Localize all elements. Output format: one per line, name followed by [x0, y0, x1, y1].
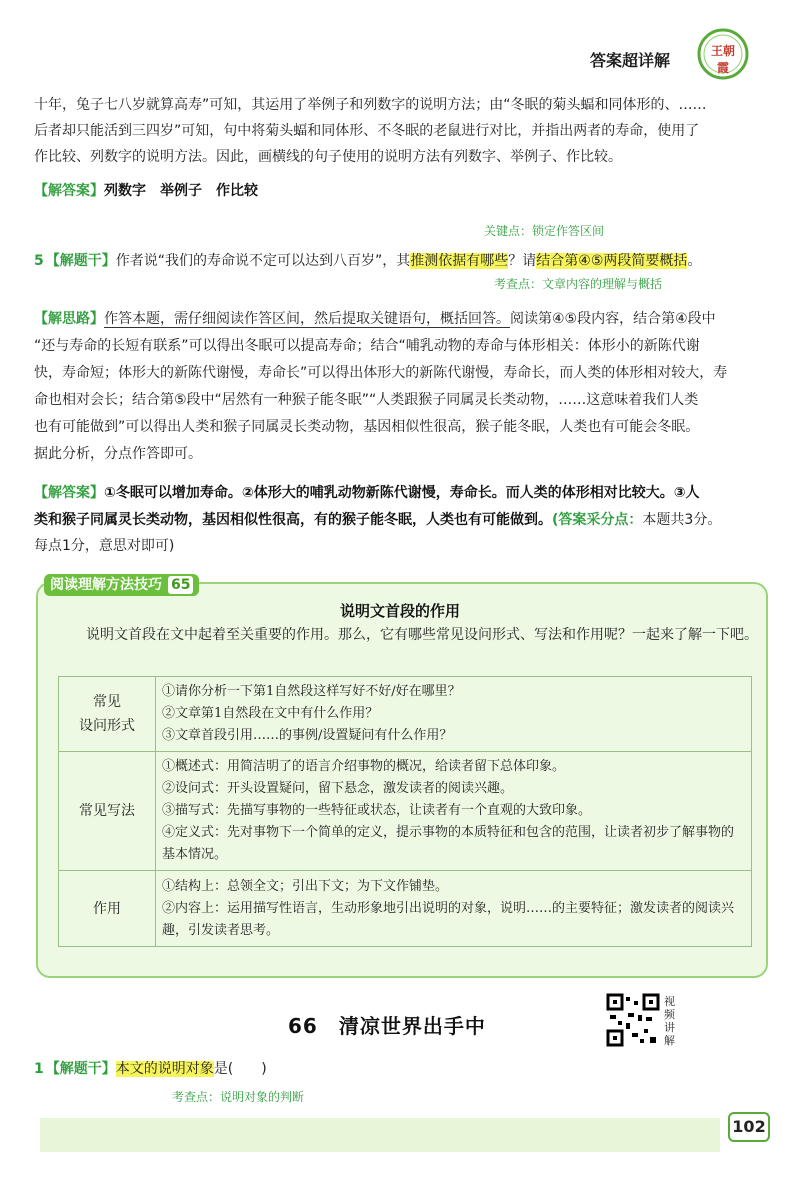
list-item: ③描写式：先描写事物的一些特征或状态，让读者有一个直观的大致印象。 — [162, 803, 592, 818]
section-title: 66 清凉世界出手中 — [288, 1014, 486, 1038]
q5-stem — [34, 248, 764, 274]
q5-answer-tag: 【解答案】 — [34, 485, 104, 501]
row-key-function: 作用 — [59, 871, 156, 947]
list-item: ②内容上：运用描写性语言，生动形象地引出说明的对象，说明……的主要特征；激发读者的阅读兴趣，引发读者思考。 — [162, 900, 735, 938]
q5-key-note: 关键点：锁定作答区间 — [484, 224, 605, 238]
row-value-function — [156, 871, 752, 947]
q5-think-line-6: 据此分析，分点作答即可。 — [34, 446, 202, 462]
q5-score-line: 每点1分，意思对即可) — [34, 538, 175, 554]
q1-highlight: 本文的说明对象 — [115, 1061, 214, 1077]
footer-band — [40, 1118, 720, 1152]
answer-tag: 【解答案】 — [34, 183, 104, 199]
row-value-writing-methods — [156, 752, 752, 871]
q1-stem — [34, 1056, 764, 1082]
q5-answer-l2: 类和猴子同属灵长类动物，基因相似性很高，有的猴子能冬眠，人类也有可能做到。 — [34, 512, 552, 528]
q5-answer-l1: ①冬眠可以增加寿命。②体形大的哺乳动物新陈代谢慢，寿命长。而人类的体形相对比较大。③人 — [104, 485, 700, 501]
list-item: ③文章首段引用……的事例/设置疑问有什么作用？ — [162, 728, 453, 743]
q5-highlight-1: 推测依据有哪些 — [410, 253, 509, 269]
list-item: ①概述式：用简洁明了的语言介绍事物的概况，给读者留下总体印象。 — [162, 759, 566, 774]
q5-think-l1: 阅读第④⑤段内容，结合第④段中 — [510, 311, 716, 327]
q1-tag: 【解题干】 — [45, 1061, 116, 1077]
method-box-tab — [44, 574, 199, 596]
list-item: ②设问式：开头设置疑问，留下悬念，激发读者的阅读兴趣。 — [162, 781, 514, 796]
row-key-question-forms: 常见 设问形式 — [59, 677, 156, 752]
prev-answer: 列数字 举例子 作比较 — [104, 183, 258, 199]
method-table — [58, 676, 752, 947]
prev-line-3: 作比较、列数字的说明方法。因此，画横线的句子使用的说明方法有列数字、举例子、作比较。 — [34, 149, 622, 165]
q5-think-line-4: 命也相对会长；结合第⑤段中“居然有一种猴子能冬眠”“人类跟猴子同属灵长类动物，……这意味着我们人类 — [34, 392, 699, 408]
method-box-intro: 说明文首段在文中起着至关重要的作用。那么，它有哪些常见设问形式、写法和作用呢？一起来了解一下吧。 — [86, 627, 758, 643]
q5-think-line-1 — [34, 306, 764, 332]
list-item: ①请你分析一下第1自然段这样写好不好/好在哪里？ — [162, 684, 461, 699]
q1-text: 是( ) — [213, 1061, 267, 1077]
q5-text-c: 。 — [687, 253, 702, 269]
q5-text-b: ？请 — [508, 253, 537, 269]
qr-label: 视频讲解 — [664, 995, 675, 1047]
q5-think-line-2: “还与寿命的长短有联系”可以得出冬眠可以提高寿命；结合“哺乳动物的寿命与体形相关：体形小的新陈代谢 — [34, 338, 700, 354]
q5-answer-line-1 — [34, 480, 764, 506]
method-box-number: 65 — [168, 576, 193, 594]
brand-logo-text: 王朝霞 — [710, 44, 735, 75]
q5-highlight-2: 结合第④⑤两段简要概括 — [536, 253, 688, 269]
think-tag: 【解思路】 — [34, 311, 104, 327]
method-box-label: 阅读理解方法技巧 — [50, 577, 162, 593]
list-item: ④定义式：先对事物下一个简单的定义，提示事物的本质特征和包含的范围，让读者初步了解事物的基本情况。 — [162, 825, 735, 862]
table-row — [59, 752, 752, 871]
row-value-question-forms — [156, 677, 752, 752]
q5-tag: 【解题干】 — [45, 253, 116, 269]
page-number: 102 — [728, 1112, 770, 1142]
prev-answer-line — [34, 178, 764, 204]
header-title: 答案超详解 — [590, 51, 671, 70]
q5-text-a: 作者说“我们的寿命说不定可以达到八百岁”，其 — [115, 253, 411, 269]
list-item: ①结构上：总领全文；引出下文；为下文作铺垫。 — [162, 878, 449, 894]
score-tag: (答案采分点： — [552, 512, 643, 528]
q5-think-underlined: 作答本题，需仔细阅读作答区间，然后提取关键语句，概括回答。 — [104, 311, 510, 327]
q5-number: 5 — [34, 253, 44, 269]
table-row — [59, 871, 752, 947]
prev-line-1: 十年，兔子七八岁就算高寿”可知，其运用了举例子和列数字的说明方法；由“冬眠的菊头蝠和同体形的、…… — [34, 97, 707, 113]
q5-exam-note: 考查点：文章内容的理解与概括 — [494, 277, 663, 291]
list-item: ②文章第1自然段在文中有什么作用？ — [162, 706, 379, 721]
q1-exam-note: 考查点：说明对象的判断 — [172, 1090, 305, 1104]
q1-number: 1 — [34, 1061, 44, 1077]
row-key-writing-methods: 常见写法 — [59, 752, 156, 871]
qr-code-icon[interactable] — [606, 993, 660, 1047]
score-text: 本题共3分。 — [642, 512, 722, 528]
table-row — [59, 677, 752, 752]
method-box-title: 说明文首段的作用 — [339, 602, 460, 620]
prev-line-2: 后者却只能活到三四岁”可知，句中将菊头蝠和同体形、不冬眠的老鼠进行对比，并指出两者的寿命，使用了 — [34, 123, 700, 139]
q5-think-line-3: 快，寿命短；体形大的新陈代谢慢，寿命长”可以得出体形大的新陈代谢慢，寿命长，而人类的体形相对较大，寿 — [34, 365, 728, 381]
q5-answer-line-2 — [34, 507, 764, 533]
q5-think-line-5: 也有可能做到”可以得出人类和猴子同属灵长类动物，基因相似性很高，猴子能冬眠，人类也有可能会冬眠。 — [34, 419, 700, 435]
